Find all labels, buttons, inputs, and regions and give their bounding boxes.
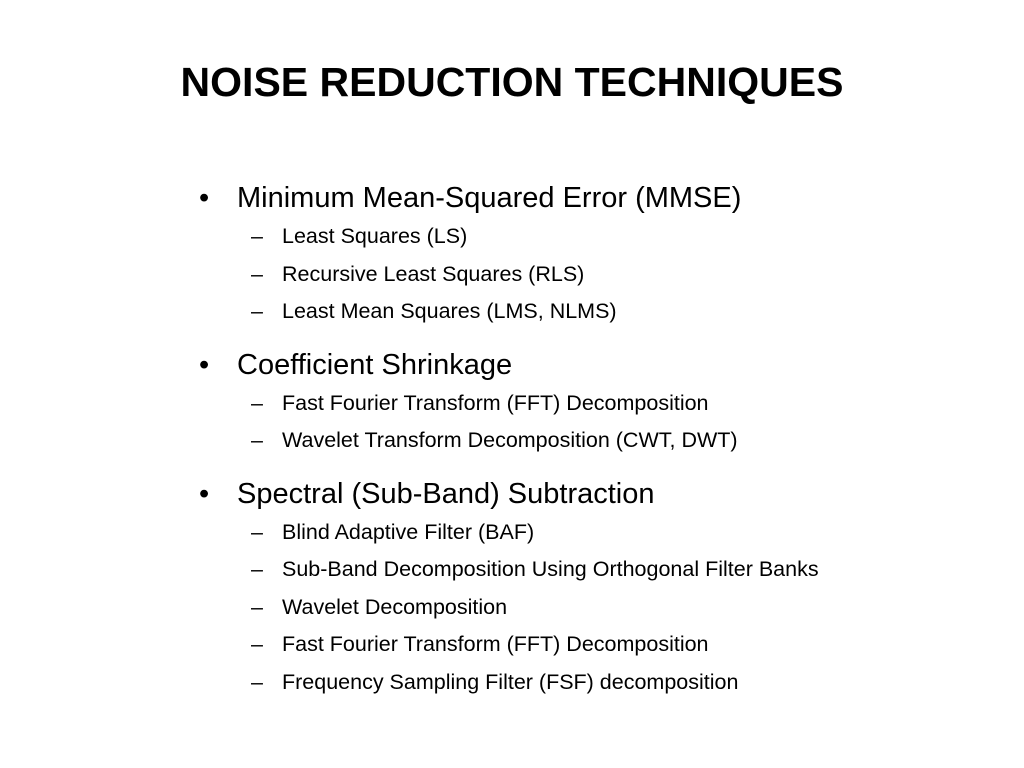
sub-list (237, 514, 996, 702)
sub-item (196, 514, 996, 552)
sub-item-label: Recursive Least Squares (RLS) (282, 261, 585, 286)
dash-icon: – (251, 428, 263, 452)
sub-item-label: Fast Fourier Transform (FFT) Decomposition (282, 390, 709, 415)
dash-icon: – (251, 299, 263, 323)
sub-item-label: Blind Adaptive Filter (BAF) (282, 519, 535, 544)
sub-item-label: Least Squares (LS) (282, 224, 468, 248)
dash-icon: – (251, 224, 263, 248)
dash-icon: – (251, 632, 263, 656)
sub-item-label: Frequency Sampling Filter (FSF) decomposition (282, 669, 739, 694)
bullet-label: Coefficient Shrinkage (237, 348, 513, 381)
sub-item (196, 551, 996, 589)
bullet-icon: • (199, 348, 210, 381)
sub-item (196, 293, 996, 331)
bullet-list (196, 178, 996, 701)
dash-icon: – (251, 519, 263, 544)
bullet-icon: • (199, 477, 210, 510)
sub-item-label: Fast Fourier Transform (FFT) Decomposition (282, 632, 709, 656)
dash-icon: – (251, 261, 263, 286)
sub-item-label: Wavelet Decomposition (282, 594, 508, 619)
sub-item (196, 256, 996, 294)
sub-item (196, 664, 996, 702)
sub-item-label: Least Mean Squares (LMS, NLMS) (282, 299, 617, 323)
dash-icon: – (251, 557, 263, 581)
bullet-item-mmse (196, 178, 996, 331)
sub-item (196, 589, 996, 627)
sub-item-label: Wavelet Transform Decomposition (CWT, DWT) (282, 428, 738, 452)
bullet-icon: • (199, 182, 210, 214)
dash-icon: – (251, 669, 263, 694)
sub-list (237, 218, 996, 331)
sub-item (196, 385, 996, 423)
sub-item-label: Sub-Band Decomposition Using Orthogonal Filter Banks (282, 557, 819, 581)
bullet-item-spectral-subtraction (196, 474, 996, 702)
sub-item (196, 422, 996, 460)
dash-icon: – (251, 594, 263, 619)
bullet-label: Minimum Mean-Squared Error (MMSE) (237, 182, 742, 214)
sub-list (237, 385, 996, 460)
sub-item (196, 626, 996, 664)
sub-item (196, 218, 996, 256)
bullet-label: Spectral (Sub-Band) Subtraction (237, 477, 655, 510)
slide-title: NOISE REDUCTION TECHNIQUES (180, 59, 844, 105)
bullet-item-coefficient-shrinkage (196, 345, 996, 460)
dash-icon: – (251, 390, 263, 415)
